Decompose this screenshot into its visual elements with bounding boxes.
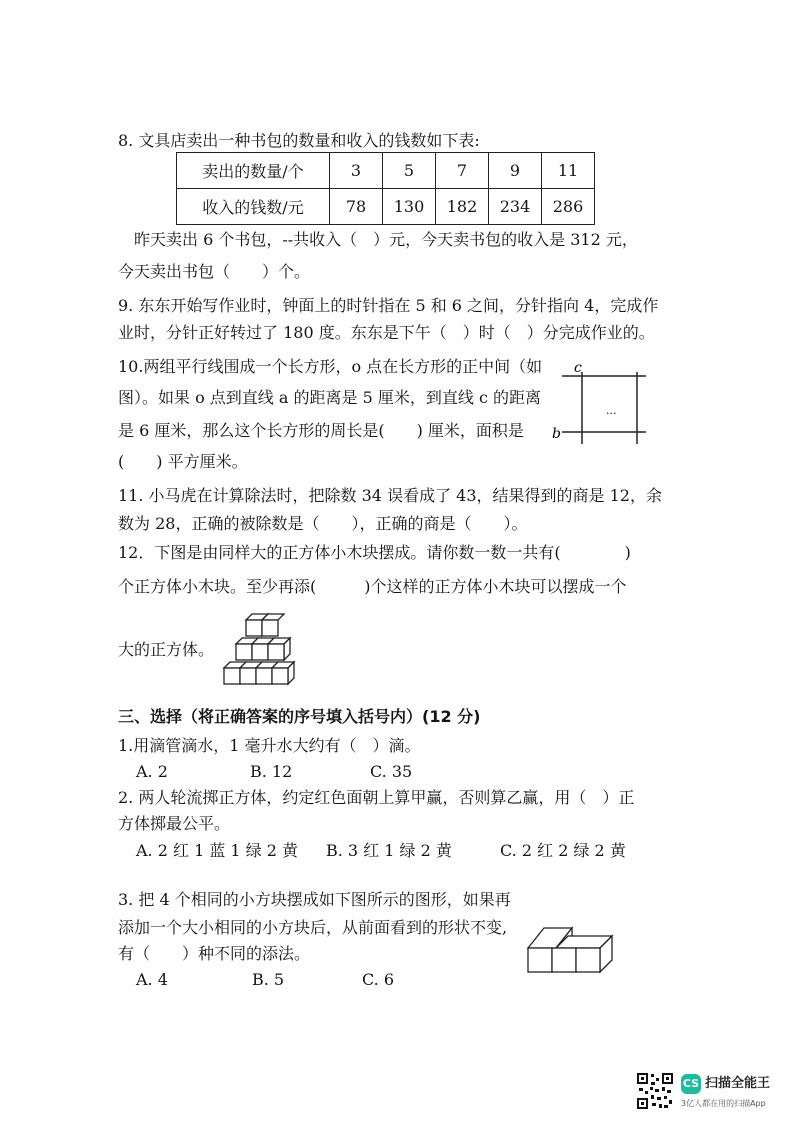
q10-line4: ( ) 平方厘米。 (118, 452, 248, 471)
table-cell: 11 (542, 153, 595, 189)
mc1-option-a: A. 2 (136, 762, 168, 781)
q8-line2: 今天卖出书包（ ）个。 (118, 262, 311, 281)
label-b: b (552, 426, 561, 442)
q8-stem: 8. 文具店卖出一种书包的数量和收入的钱数如下表: (118, 131, 480, 150)
sales-table (176, 152, 595, 225)
table-cell: 286 (542, 189, 595, 225)
mc2-option-a: A. 2 红 1 蓝 1 绿 2 黄 (136, 841, 299, 860)
q12-line3: 大的正方体。 (118, 640, 215, 659)
table-row (177, 153, 595, 189)
mc3-option-c: C. 6 (362, 970, 395, 989)
table-cell: 7 (436, 153, 489, 189)
mc2-option-b: B. 3 红 1 绿 2 黄 (326, 841, 452, 860)
q8-line1: 昨天卖出 6 个书包，--共收入（ ）元，今天卖书包的收入是 312 元， (134, 230, 638, 249)
rectangle-figure (548, 358, 658, 448)
section-title: 三、选择（将正确答案的序号填入括号内）(12 分) (118, 707, 481, 726)
qr-code-icon (636, 1072, 674, 1110)
q9-line2: 业时，分针正好转过了 180 度。东东是下午（ ）时（ ）分完成作业的。 (118, 323, 655, 342)
mc1-option-b: B. 12 (250, 762, 293, 781)
table-cell: 5 (383, 153, 436, 189)
table-cell: 234 (489, 189, 542, 225)
mc3-option-b: B. 5 (252, 970, 285, 989)
label-c: c (574, 360, 582, 376)
camscanner-logo: CS (681, 1074, 701, 1094)
camscanner-tagline: 3亿人都在用的扫描App (681, 1099, 766, 1108)
mc3-line2: 添加一个大小相同的小方块后，从前面看到的形状不变, (118, 918, 508, 937)
cube-stack-figure (218, 604, 308, 688)
mc2-line1: 2. 两人轮流掷正方体，约定红色面朝上算甲赢，否则算乙赢，用（ ）正 (118, 788, 635, 807)
mc1-stem: 1.用滴管滴水，1 毫升水大约有（ ）滴。 (118, 736, 421, 755)
mc3-line3: 有（ ）种不同的添法。 (118, 944, 311, 963)
q9-line1: 9. 东东开始写作业时，钟面上的时针指在 5 和 6 之间，分针指向 4，完成作 (118, 296, 659, 315)
q11-line2: 数为 28，正确的被除数是（ ），正确的商是（ ）。 (118, 514, 528, 533)
table-row (177, 189, 595, 225)
mc3-option-a: A. 4 (136, 970, 168, 989)
q11-line1: 11. 小马虎在计算除法时，把除数 34 误看成了 43，结果得到的商是 12，余 (118, 486, 662, 505)
q10-line3: 是 6 厘米，那么这个长方形的周长是( ) 厘米，面积是 (118, 421, 524, 440)
mc1-option-c: C. 35 (370, 762, 413, 781)
camscanner-app-name: 扫描全能王 (705, 1076, 771, 1091)
q12-line2: 个正方体小木块。至少再添( )个这样的正方体小木块可以摆成一个 (118, 577, 627, 596)
q12-line1: 12．下图是由同样大的正方体小木块摆成。请你数一数一共有( ) (118, 543, 631, 562)
center-point-o: ... (606, 404, 617, 417)
block-figure (520, 912, 620, 976)
table-row-label: 卖出的数量/个 (177, 153, 330, 189)
q10-line2: 图）。如果 o 点到直线 a 的距离是 5 厘米，到直线 c 的距离 (118, 388, 542, 407)
q10-line1: 10.两组平行线围成一个长方形，o 点在长方形的正中间（如 (118, 357, 543, 376)
mc3-line1: 3. 把 4 个相同的小方块摆成如下图所示的图形，如果再 (118, 890, 511, 909)
mc2-line2: 方体掷最公平。 (118, 814, 231, 833)
mc2-option-c: C. 2 红 2 绿 2 黄 (500, 841, 626, 860)
table-cell: 78 (330, 189, 383, 225)
table-cell: 3 (330, 153, 383, 189)
table-cell: 182 (436, 189, 489, 225)
table-cell: 130 (383, 189, 436, 225)
table-cell: 9 (489, 153, 542, 189)
table-row-label: 收入的钱数/元 (177, 189, 330, 225)
